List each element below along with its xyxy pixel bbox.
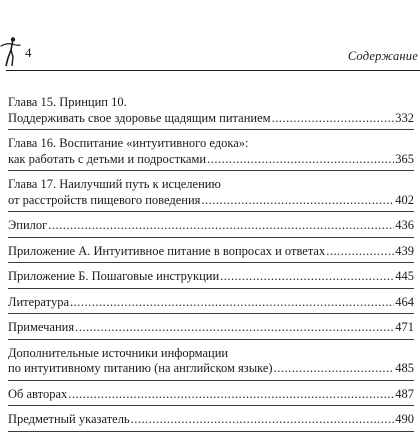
toc-entry-title: Об авторах	[8, 386, 68, 401]
page-number: 4	[25, 45, 32, 60]
toc-page-number: 402	[395, 192, 414, 207]
toc-entry	[8, 217, 414, 238]
toc-entry	[8, 135, 414, 171]
page-header	[0, 36, 420, 66]
toc-entry-title-line: Глава 17. Наилучший путь к исцелению	[8, 177, 221, 191]
toc-page-number: 464	[395, 294, 414, 309]
dot-leader	[201, 193, 394, 209]
toc-entry-final-line	[8, 244, 414, 260]
toc-page-number: 436	[395, 218, 414, 232]
toc-entry	[8, 319, 414, 340]
toc-entry-final-line	[8, 218, 414, 234]
header-rule	[6, 70, 420, 71]
toc-entry-title: по интуитивному питанию (на английском языке)	[8, 361, 273, 375]
toc-entry-final-line	[8, 361, 414, 377]
toc-page-number: 439	[395, 243, 414, 258]
toc-entry-title-line: Глава 15. Принцип 10.	[8, 95, 127, 109]
dancer-figure-icon	[0, 36, 22, 66]
toc-entry-final-line	[8, 193, 414, 209]
toc-page-number: 332	[395, 110, 414, 125]
dot-leader	[274, 361, 395, 377]
toc-entry-title: как работать с детьми и подростками	[8, 151, 207, 166]
toc-entry-final-line	[8, 320, 414, 336]
toc-entry-final-line	[8, 387, 414, 403]
toc-entry	[8, 243, 414, 264]
toc-entry	[8, 268, 414, 289]
toc-entry	[8, 94, 414, 130]
toc-page-number: 487	[395, 386, 414, 401]
toc-page-number: 485	[395, 361, 414, 375]
dot-leader	[75, 320, 394, 336]
toc-entry-title: Приложение А. Интуитивное питание в вопросах и ответах	[8, 243, 326, 258]
toc-page-number: 445	[395, 269, 414, 283]
toc-entry	[8, 345, 414, 381]
table-of-contents	[8, 94, 414, 437]
dot-leader	[326, 244, 394, 260]
toc-entry-title: Приложение Б. Пошаговые инструкции	[8, 269, 220, 283]
dot-leader	[207, 152, 394, 168]
toc-entry-title-line: Глава 16. Воспитание «интуитивного едока»:	[8, 136, 249, 150]
toc-page-number: 471	[395, 320, 414, 334]
section-title: Содержание	[347, 49, 418, 63]
dot-leader	[68, 387, 394, 403]
toc-entry-title: от расстройств пищевого поведения	[8, 192, 201, 207]
dot-leader	[70, 295, 394, 311]
toc-entry-title: Примечания	[8, 320, 75, 334]
toc-entry	[8, 411, 414, 432]
toc-entry-title: Поддерживать свое здоровье щадящим питанием	[8, 110, 271, 125]
toc-entry-title: Предметный указатель	[8, 412, 130, 426]
toc-entry	[8, 294, 414, 315]
toc-entry-final-line	[8, 152, 414, 168]
dot-leader	[48, 218, 394, 234]
dot-leader	[272, 111, 395, 127]
toc-entry-title-line: Дополнительные источники информации	[8, 345, 229, 360]
toc-entry-title: Эпилог	[8, 218, 48, 232]
toc-entry-final-line	[8, 269, 414, 285]
toc-entry-final-line	[8, 295, 414, 311]
toc-entry-title: Литература	[8, 294, 69, 309]
toc-entry-final-line	[8, 111, 414, 127]
toc-entry	[8, 176, 414, 212]
toc-page-number: 490	[395, 412, 414, 426]
toc-entry	[8, 386, 414, 407]
dot-leader	[220, 269, 394, 285]
toc-page-number: 365	[395, 151, 414, 166]
